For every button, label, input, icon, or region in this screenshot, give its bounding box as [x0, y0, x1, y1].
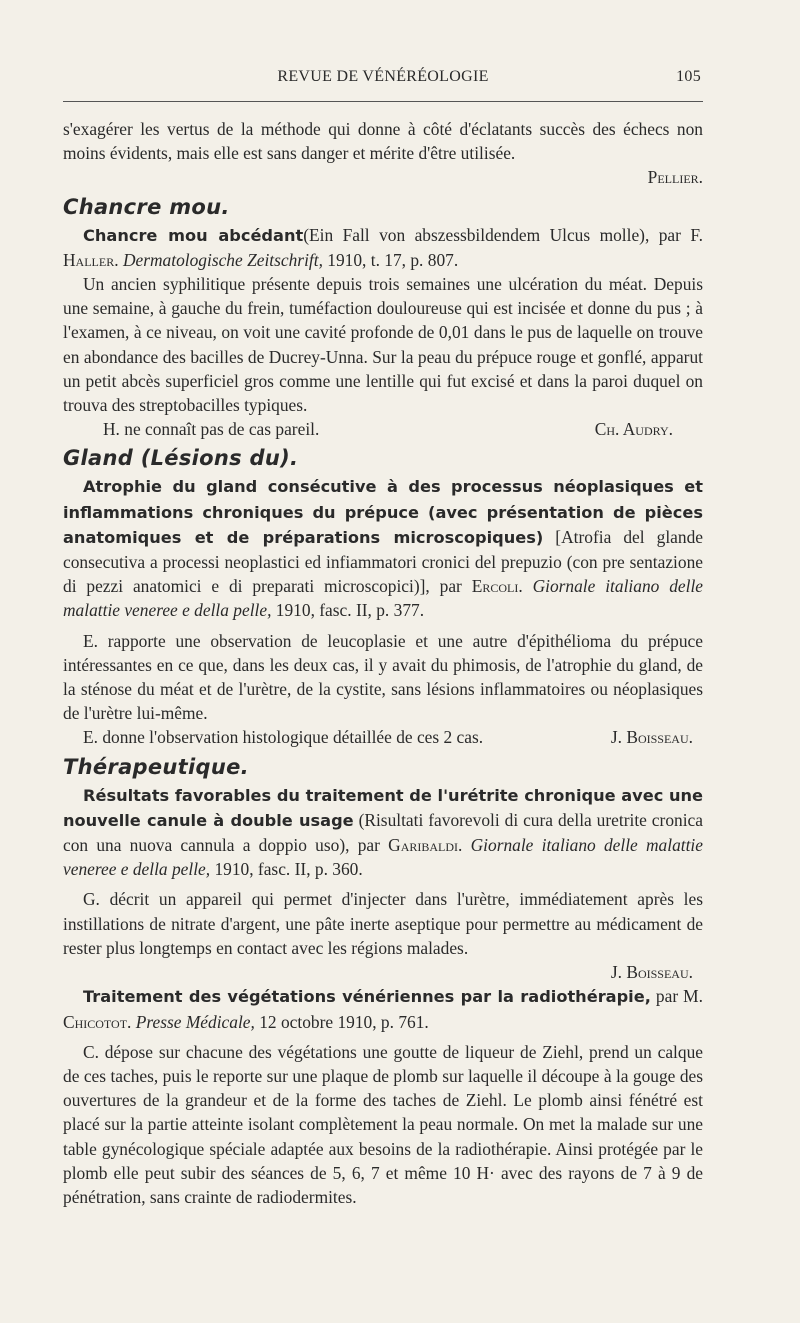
journal-name: Giornale italiano delle malattie veneree e della pelle,: [63, 835, 703, 880]
citation-text: 1910, fasc. II, p. 377.: [271, 600, 425, 621]
citation-text: 12 octobre 1910, p. 761.: [254, 1011, 429, 1032]
journal-name: Dermatologische Zeitschrift,: [122, 249, 323, 270]
journal-name: Giornale italiano delle malattie veneree e della pelle,: [63, 576, 703, 621]
signature: J. Boisseau.: [610, 962, 693, 983]
signature-line: [63, 960, 703, 984]
running-header: [63, 68, 703, 90]
article-citation: [63, 984, 703, 1033]
section-heading-gland: Gland (Lésions du).: [63, 446, 299, 471]
citation-text: .: [127, 1011, 136, 1032]
article-body: C. dépose sur chacune des végétations une goutte de liqueur de Ziehl, prend un calque de ces taches, puis le reporte sur une plaque de plomb sur laquelle il découpe à la gouge des ouvertures de la grandeur et de la forme des taches de Ziehl. Le plomb ainsi fénétré est placé sur la partie atteinte isolant complètement la peau normale. On met la malade sur une table gynécologique spéciale adaptée aux besoins de la radiothérapie. Ainsi protégée par le plomb elle peut subir des séances de 5, 6, 7 et même 10 H· avec des rayons de 7 à 9 de pénétration, sans crainte de radiodermites.: [63, 1041, 703, 1207]
author-name: Ercoli: [471, 576, 519, 597]
section-heading-therapeutique: Thérapeutique.: [63, 754, 249, 779]
page-number: 105: [676, 68, 701, 85]
author-name: Chicotot: [63, 1011, 128, 1032]
article-body: E. rapporte une observation de leucoplasie et une autre d'épithélioma du prépuce intéressantes en ce que, dans les deux cas, il y avait du phimosis, de l'atrophie du gland, de la sténose du méat et de l'urètre, de la cystite, sans lésions inflammatoires ou néoplasiques de l'urètre lui-même.: [63, 630, 703, 724]
signature: Pellier.: [647, 167, 703, 188]
article-title: Chancre mou abcédant: [83, 225, 304, 245]
citation-text: par M.: [650, 986, 703, 1007]
closing-text: H. ne connaît pas de cas pareil.: [103, 419, 320, 440]
article-citation: [63, 474, 703, 622]
signature: Ch. Audry.: [594, 419, 673, 440]
closing-line: [63, 417, 703, 441]
article-title: Atrophie du gland consécutive à des processus néoplasiques et inflammations chroniques du prépuce (avec présentation de pièces anatomiques et de préparations microscopiques): [63, 477, 703, 547]
citation-text: 1910, fasc. II, p. 360.: [210, 859, 363, 880]
article-body: G. décrit un appareil qui permet d'injecter dans l'urètre, immédiatement après les instillations de nitrate d'argent, une pâte inerte aseptique pour permettre au médicament de rester plus longtemps en contact avec les régions malades.: [63, 889, 703, 958]
citation-text: .: [458, 835, 471, 856]
citation-text: 1910, t. 17, p. 807.: [322, 249, 459, 270]
article-citation: [63, 783, 703, 882]
citation-text: [Atrofia del glande consecutiva a processi neoplastici ed infiammatori cronici del prepuzio (con pre sentazione di pezzi anatomici e di preparati microscopici)], par: [63, 526, 703, 597]
section-heading-chancre: Chancre mou.: [63, 194, 230, 219]
header-rule: [63, 101, 703, 102]
author-name: Garibaldi: [388, 835, 459, 856]
journal-name: Presse Médicale,: [135, 1011, 255, 1032]
article-title: Traitement des végétations vénériennes par la radiothérapie,: [83, 987, 651, 1007]
closing-line: [63, 725, 703, 749]
page-content: [63, 117, 703, 1209]
citation-text: (Risultati favorevoli di cura della uretrite cronica con una nuova cannula a doppio uso), par: [63, 809, 703, 856]
citation-text: (Ein Fall von abszessbildendem Ulcus molle), par F.: [303, 224, 703, 245]
article-body: Un ancien syphilitique présente depuis trois semaines une ulcération du méat. Depuis une semaine, à gauche du frein, tuméfaction douloureuse qui est incisée et donne du pus ; à l'examen, à ce niveau, on voit une cavité profonde de 0,01 dans le pus de laquelle on trouve en abondance des bacilles de Ducrey-Unna. Sur la peau du prépuce rouge et gonflé, apparut un petit abcès superficiel gros comme une lentille qui fut excisé et dans la paroi duquel on trouva des streptobacilles typiques.: [63, 274, 703, 416]
author-name: Haller: [63, 249, 115, 270]
journal-title: REVUE DE VÉNÉRÉOLOGIE: [277, 68, 489, 85]
article-citation: [63, 223, 703, 272]
citation-text: .: [114, 249, 123, 270]
closing-text: E. donne l'observation histologique détaillée de ces 2 cas.: [83, 727, 484, 748]
intro-signature-line: [63, 165, 703, 189]
citation-text: .: [518, 576, 533, 597]
signature: J. Boisseau.: [610, 727, 693, 748]
article-title: Résultats favorables du traitement de l'urétrite chronique avec une nouvelle canule à double usage: [63, 785, 703, 830]
intro-paragraph: s'exagérer les vertus de la méthode qui donne à côté d'éclatants succès des échecs non moins évidents, mais elle est sans danger et mérite d'être utilisée.: [63, 119, 703, 164]
